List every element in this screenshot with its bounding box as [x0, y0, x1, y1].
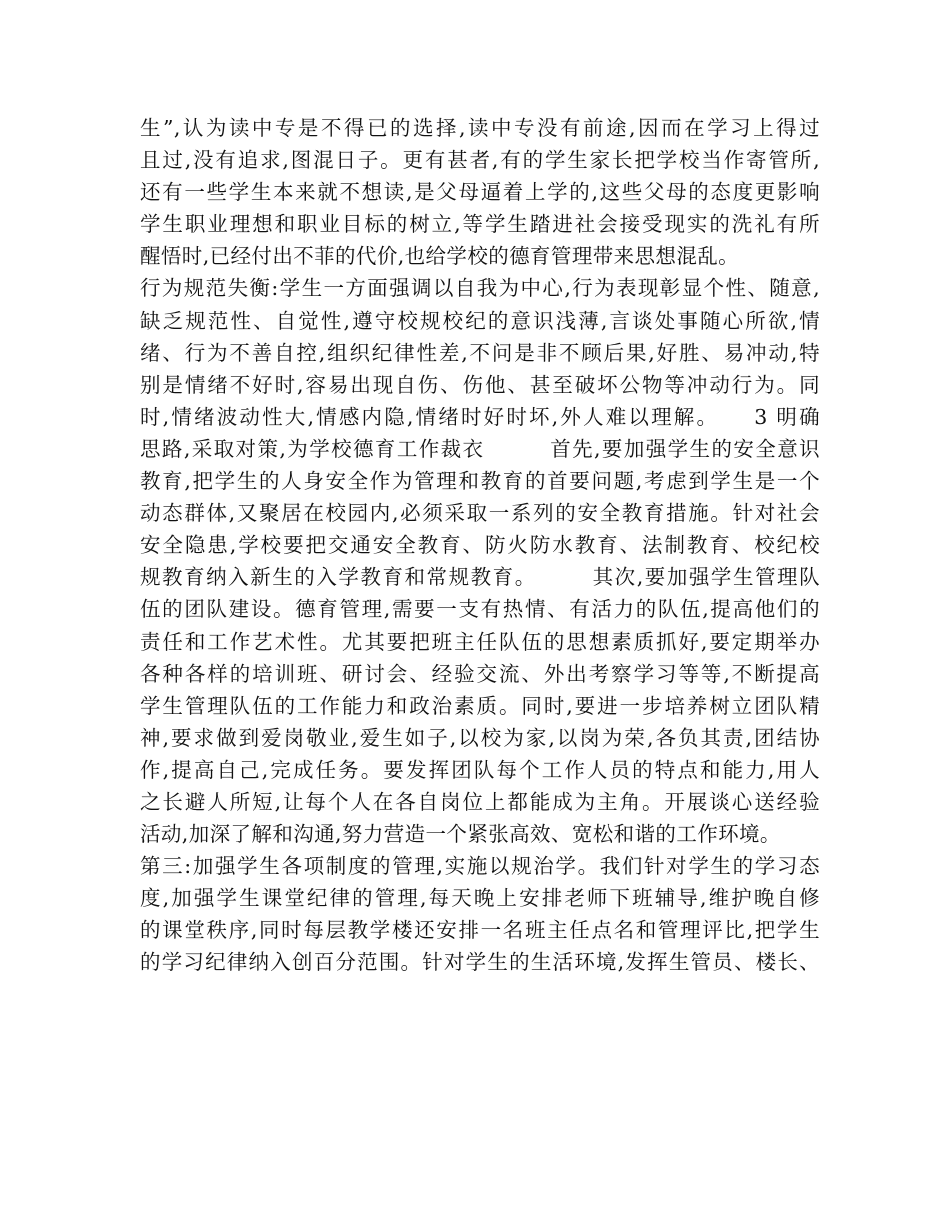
text-line: 且过,没有追求,图混日子。更有甚者,有的学生家长把学校当作寄管所, [140, 148, 820, 173]
text-line: 活动,加深了解和沟通,努力营造一个紧张高效、宽松和谐的工作环境。 [140, 822, 781, 847]
text-line: 规教育纳入新生的入学教育和常规教育。 其次,要加强学生管理队 [140, 565, 820, 590]
text-line: 还有一些学生本来就不想读,是父母逼着上学的,这些父母的态度更影响 [140, 180, 820, 205]
text-line: 第三:加强学生各项制度的管理,实施以规治学。我们针对学生的学习态 [140, 854, 820, 879]
text-line: 伍的团队建设。德育管理,需要一支有热情、有活力的队伍,提高他们的 [140, 597, 820, 622]
text-line: 别是情绪不好时,容易出现自伤、伤他、甚至破坏公物等冲动行为。同 [140, 372, 820, 397]
text-line: 作,提高自己,完成任务。要发挥团队每个工作人员的特点和能力,用人 [140, 757, 820, 782]
text-line: 学生职业理想和职业目标的树立,等学生踏进社会接受现实的洗礼有所 [140, 212, 820, 237]
text-line: 责任和工作艺术性。尤其要把班主任队伍的思想素质抓好,要定期举办 [140, 629, 820, 654]
text-line: 度,加强学生课堂纪律的管理,每天晚上安排老师下班辅导,维护晚自修 [140, 886, 820, 911]
text-line: 的学习纪律纳入创百分范围。针对学生的生活环境,发挥生管员、楼长、 [140, 950, 820, 975]
text-line: 学生管理队伍的工作能力和政治素质。同时,要进一步培养树立团队精 [140, 693, 820, 718]
text-line: 的课堂秩序,同时每层教学楼还安排一名班主任点名和管理评比,把学生 [140, 918, 820, 943]
text-line: 安全隐患,学校要把交通安全教育、防火防水教育、法制教育、校纪校 [140, 533, 820, 558]
body-text [140, 112, 820, 979]
text-line: 缺乏规范性、自觉性,遵守校规校纪的意识浅薄,言谈处事随心所欲,情 [140, 308, 820, 333]
text-line: 神,要求做到爱岗敬业,爱生如子,以校为家,以岗为荣,各负其责,团结协 [140, 725, 820, 750]
text-line: 行为规范失衡:学生一方面强调以自我为中心,行为表现彰显个性、随意, [140, 276, 820, 301]
text-line: 时,情绪波动性大,情感内隐,情绪时好时坏,外人难以理解。 3 明确 [140, 404, 820, 429]
text-line: 思路,采取对策,为学校德育工作裁衣 首先,要加强学生的安全意识 [140, 436, 820, 461]
text-line: 动态群体,又聚居在校园内,必须采取一系列的安全教育措施。针对社会 [140, 501, 820, 526]
text-line: 绪、行为不善自控,组织纪律性差,不问是非不顾后果,好胜、易冲动,特 [140, 340, 820, 365]
text-line: 醒悟时,已经付出不菲的代价,也给学校的德育管理带来思想混乱。 [140, 244, 740, 269]
text-line: 各种各样的培训班、研讨会、经验交流、外出考察学习等等,不断提高 [140, 661, 820, 686]
text-line: 生”,认为读中专是不得已的选择,读中专没有前途,因而在学习上得过 [140, 116, 820, 140]
text-line: 教育,把学生的人身安全作为管理和教育的首要问题,考虑到学生是一个 [140, 469, 820, 494]
text-line: 之长避人所短,让每个人在各自岗位上都能成为主角。开展谈心送经验 [140, 789, 820, 814]
